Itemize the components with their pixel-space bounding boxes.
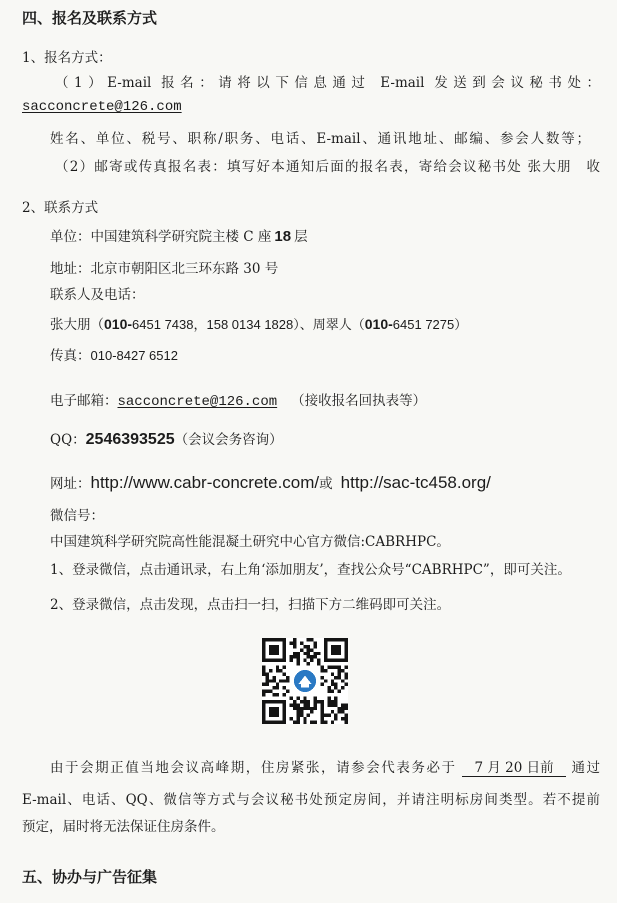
phone-2-number: 6451 7275）: [392, 317, 468, 332]
contact-website-line: [50, 472, 491, 495]
registration-title: 1、报名方式：: [22, 50, 112, 66]
contact-unit-label: 单位：中国建筑科学研究院主楼 C 座: [50, 229, 272, 245]
website-url-2: http://sac-tc458.org/: [340, 473, 491, 492]
website-or: 或: [319, 476, 333, 492]
contact-address: 地址：北京市朝阳区北三环东路 30 号: [50, 261, 279, 277]
wechat-step-2: 2、登录微信，点击发现，点击扫一扫，扫描下方二维码即可关注。: [50, 597, 451, 613]
contact-unit-floor-suffix: 层: [294, 229, 308, 245]
booking-deadline: 7 月 20 日前: [462, 761, 565, 777]
qq-number: 2546393525: [85, 431, 175, 448]
qq-label: QQ：: [50, 432, 86, 448]
accommodation-notice-via: 通过: [571, 760, 600, 776]
wechat-step-1: 1、登录微信，点击通讯录，右上角‘添加朋友’，查找公众号“CABRHPC”，即可关注。: [50, 562, 571, 578]
registration-mail-fax-method: （2）邮寄或传真报名表：填写好本通知后面的报名表，寄给会议秘书处 张大朋 收: [55, 159, 600, 175]
accommodation-notice-line-1: [50, 759, 600, 777]
registration-email-method: （1）E-mail 报名：请将以下信息通过 E-mail 发送到会议秘书处：: [55, 75, 600, 91]
accommodation-notice-line-3: 预定，届时将无法保证住房条件。: [22, 819, 225, 835]
building-logo-icon: [293, 669, 317, 693]
website-url-1: http://www.cabr-concrete.com/: [90, 473, 320, 492]
email-note: （接收报名回执表等）: [291, 393, 427, 409]
qq-note: （会议会务咨询）: [174, 432, 283, 448]
registration-info-fields: 姓名、单位、税号、职称/职务、电话、E-mail、通讯地址、邮编、参会人数等；: [50, 131, 590, 147]
qr-finder-pattern-top-left: [262, 638, 286, 662]
accommodation-notice-line-2: E-mail、电话、QQ、微信等方式与会议秘书处预定房间，并请注明标房间类型。若不提前: [22, 792, 600, 808]
contact-title: 2、联系方式: [22, 200, 99, 216]
email-label: 电子邮箱：: [50, 393, 118, 409]
phone-1-name: 张大朋（: [50, 317, 104, 333]
phone-1-numbers: 6451 7438，158 0134 1828）、周翠人（: [132, 317, 365, 332]
wechat-label: 微信号：: [50, 508, 104, 524]
contact-qq-line: [50, 431, 283, 449]
accommodation-notice-start: 由于会期正值当地会议高峰期，住房紧张，请参会代表务必于: [50, 760, 457, 776]
phone-1-area-code: 010-: [104, 316, 133, 332]
contact-fax-line: [50, 347, 178, 365]
section-5-heading: 五、协办与广告征集: [22, 868, 158, 886]
qr-finder-pattern-top-right: [324, 638, 348, 662]
registration-email-address: sacconcrete@126.com: [22, 99, 182, 115]
section-4-heading: 四、报名及联系方式: [22, 9, 158, 27]
contact-email-line: [50, 392, 426, 411]
contact-phone-line: [50, 315, 467, 334]
qr-code-icon: [262, 638, 348, 724]
contact-email-address: sacconcrete@126.com: [117, 394, 278, 410]
fax-label: 传真：: [50, 348, 91, 364]
phone-2-area-code: 010-: [364, 316, 393, 332]
contact-unit-floor: 18: [274, 228, 292, 245]
wechat-account: 中国建筑科学研究院高性能混凝土研究中心官方微信:CABRHPC。: [50, 534, 450, 550]
qr-finder-pattern-bottom-left: [262, 700, 286, 724]
contact-persons-label: 联系人及电话：: [50, 287, 145, 303]
website-label: 网址：: [50, 476, 91, 492]
contact-unit-line: [50, 228, 308, 246]
qr-code-graphic: [262, 638, 348, 724]
fax-number: 010-8427 6512: [90, 348, 178, 363]
